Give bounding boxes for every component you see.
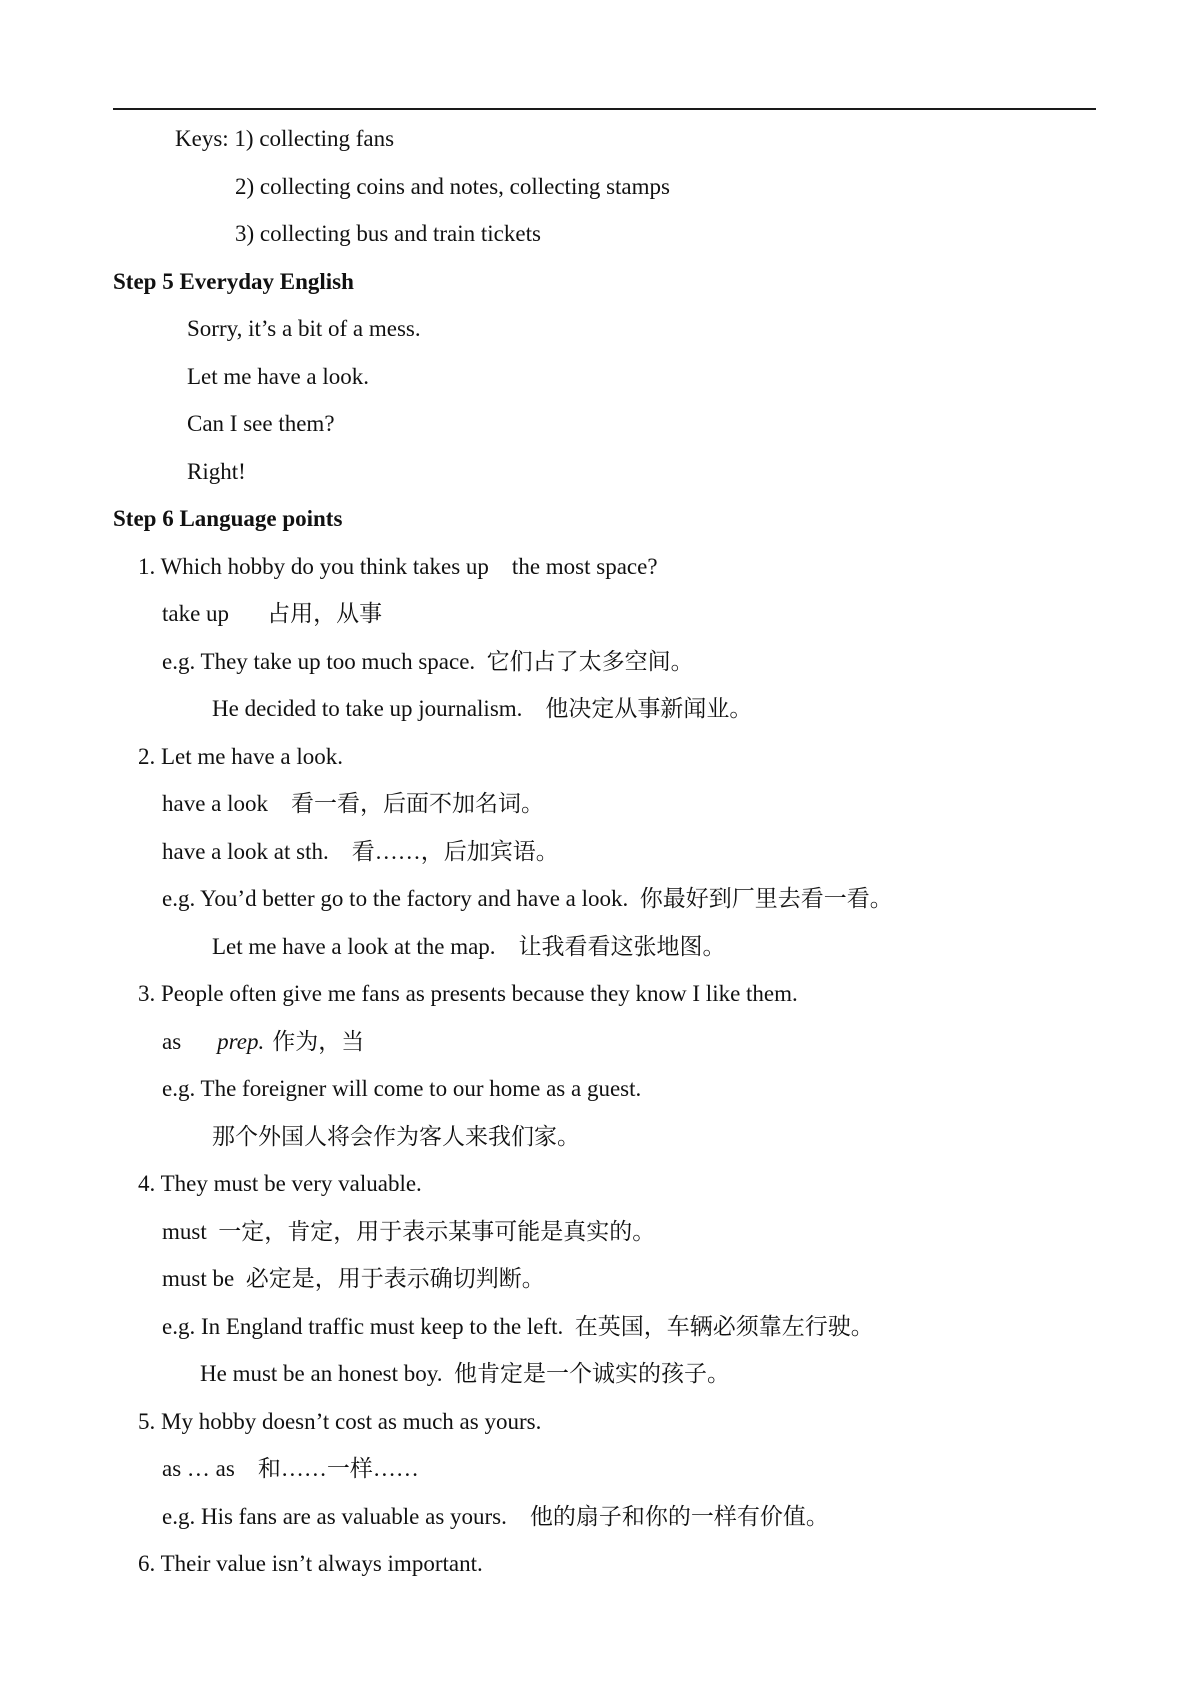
point-1-meaning: 占用，从事 [267, 601, 383, 626]
keys-label: Keys: [175, 126, 229, 151]
point-5-example-1: e.g. His fans are as valuable as yours. 他的扇子和你的一样有价值。 [162, 1504, 829, 1529]
point-4-example-2: He must be an honest boy. 他肯定是一个诚实的孩子。 [200, 1361, 731, 1386]
point-4-phrase-2: must be 必定是，用于表示确切判断。 [162, 1266, 545, 1291]
point-5-sentence: 5. My hobby doesn’t cost as much as yours. [138, 1409, 542, 1434]
point-2-example-2: Let me have a look at the map. 让我看看这张地图。 [212, 934, 726, 959]
point-1-phrase: take up [162, 601, 230, 626]
step5-line-3: Can I see them? [187, 411, 335, 436]
point-3-pos: prep. [217, 1029, 265, 1054]
point-2-phrase-2: have a look at sth. 看……，后加宾语。 [162, 839, 559, 864]
point-3-meaning: 作为，当 [272, 1029, 365, 1054]
step5-heading: Step 5 Everyday English [113, 269, 354, 294]
point-6-sentence: 6. Their value isn’t always important. [138, 1551, 483, 1576]
keys-item-1: 1) collecting fans [234, 126, 395, 151]
keys-line [175, 124, 394, 154]
point-1-phrase-line [162, 599, 382, 629]
step5-line-4: Right! [187, 459, 246, 484]
point-3-phrase-line [162, 1027, 364, 1057]
point-3-phrase: as [162, 1029, 182, 1054]
point-2-sentence: 2. Let me have a look. [138, 744, 344, 769]
point-1-sentence: 1. Which hobby do you think takes up the most space? [138, 554, 658, 579]
point-3-example-2: 那个外国人将会作为客人来我们家。 [212, 1124, 580, 1149]
point-5-phrase: as … as 和……一样…… [162, 1456, 419, 1481]
point-2-phrase-1: have a look 看一看，后面不加名词。 [162, 791, 545, 816]
header-rule [113, 108, 1096, 110]
point-2-example-1: e.g. You’d better go to the factory and have a look. 你最好到厂里去看一看。 [162, 886, 893, 911]
point-1-example-1: e.g. They take up too much space. 它们占了太多空间。 [162, 649, 694, 674]
step5-line-1: Sorry, it’s a bit of a mess. [187, 316, 421, 341]
point-3-example-1: e.g. The foreigner will come to our home as a guest. [162, 1076, 642, 1101]
point-4-phrase-1: must 一定，肯定，用于表示某事可能是真实的。 [162, 1219, 656, 1244]
keys-item-3: 3) collecting bus and train tickets [235, 221, 541, 246]
keys-item-2: 2) collecting coins and notes, collecting stamps [235, 174, 670, 199]
point-4-sentence: 4. They must be very valuable. [138, 1171, 422, 1196]
step6-heading: Step 6 Language points [113, 506, 343, 531]
point-3-sentence: 3. People often give me fans as presents because they know I like them. [138, 981, 798, 1006]
point-4-example-1: e.g. In England traffic must keep to the left. 在英国，车辆必须靠左行驶。 [162, 1314, 874, 1339]
step5-line-2: Let me have a look. [187, 364, 370, 389]
point-1-example-2: He decided to take up journalism. 他决定从事新闻业。 [212, 696, 753, 721]
